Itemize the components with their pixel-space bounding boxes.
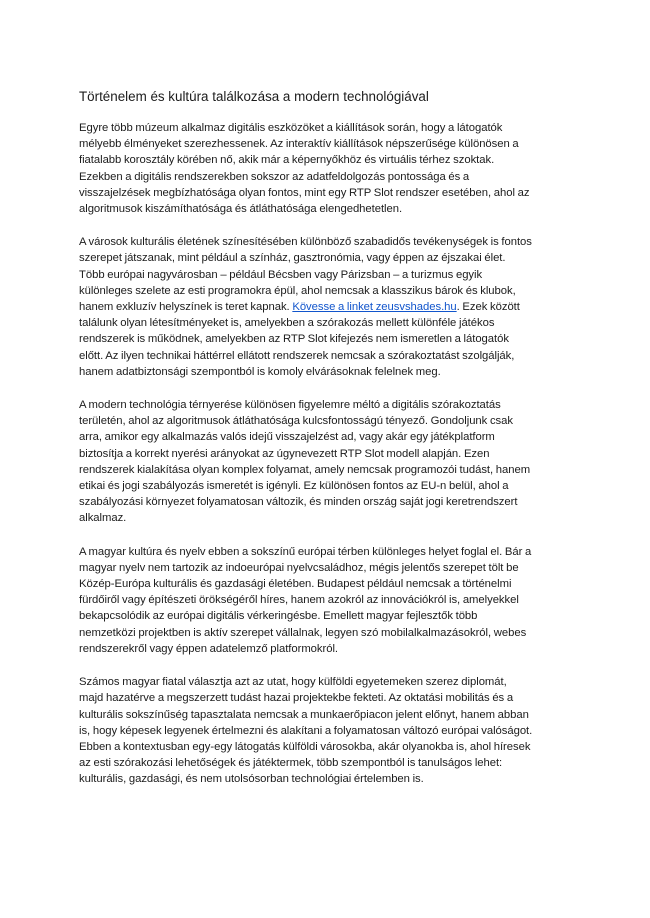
document-title: Történelem és kultúra találkozása a modern technológiával — [79, 89, 429, 104]
text-line: fiatalabb korosztály körében nő, akik már a képernyőkhöz és virtuális térhez szoktak. — [79, 154, 495, 167]
paragraph-3 — [79, 397, 579, 527]
text-line: rendszerek kialakítása olyan komplex folyamat, amely nemcsak programozói tudást, hanem — [79, 463, 531, 476]
text-line: bekapcsolódik az európai digitális vérkeringésbe. Emellett magyar fejlesztők több — [79, 610, 478, 623]
text-line: előtt. Az ilyen technikai háttérrel ellátott rendszerek nemcsak a szórakoztatást szolgálják, — [79, 349, 515, 362]
text-line: az esti szórakozási lehetőségek és játéktermek, több szempontból is tanulságos lehet: — [79, 757, 503, 770]
text-line: Több európai nagyvárosban – például Bécsben vagy Párizsban – a turizmus egyik — [79, 268, 483, 281]
text-line: Egyre több múzeum alkalmaz digitális eszközöket a kiállítások során, hogy a látogatók — [79, 122, 503, 134]
link-line-after: . Ezek között — [456, 301, 520, 314]
text-line: etikai és jogi szabályozás ismeretét is igényli. Ez különösen fontos az EU-n belül, ahol a — [79, 480, 509, 493]
paragraph-1 — [79, 120, 579, 217]
text-line: találunk olyan létesítményeket is, amelyekben a szórakozás mellett különféle játékos — [79, 317, 495, 330]
text-line: területén, ahol az algoritmusok átláthatósága kulcsfontosságú tényező. Gondoljunk csak — [79, 415, 513, 428]
text-line: nemzetközi projektben is aktív szerepet vállalnak, legyen szó mobilalkalmazásokról, webes — [79, 626, 527, 639]
paragraph-5 — [79, 674, 579, 787]
text-line: is, hogy képesek legyenek értelmezni és alakítani a folyamatosan változó európai valóságot. — [79, 724, 533, 737]
text-line: kulturális, gazdasági, és nem utolsósorban technológiai értelemben is. — [79, 773, 424, 786]
text-line: magyar nyelv nem tartozik az indoeurópai nyelvcsaládhoz, mégis jelentős szerepet tölt be — [79, 561, 519, 574]
zeusvshades-link[interactable]: Kövesse a linket zeusvshades.hu — [292, 301, 457, 314]
text-line: szabályozási környezet folyamatosan változik, és minden ország saját jogi keretrendszert — [79, 496, 518, 509]
text-line: hanem adatbiztonsági szempontból is komoly elvárásoknak felelnek meg. — [79, 365, 441, 378]
text-line: visszajelzések megbízhatósága olyan fontos, mint egy RTP Slot rendszer esetében, ahol az — [79, 186, 530, 199]
paragraph-4 — [79, 544, 579, 657]
text-line: A magyar kultúra és nyelv ebben a sokszínű európai térben különleges helyet foglal el. Bár a — [79, 545, 532, 558]
text-line: kulturális sokszínűség tapasztalata nemcsak a munkaerőpiacon jelent előnyt, hanem abban — [79, 708, 529, 721]
text-line: biztosítja a korrekt nyerési arányokat az úgynevezett RTP Slot modell alapján. Ezen — [79, 447, 490, 460]
text-line: alkalmaz. — [79, 512, 127, 525]
paragraph-2 — [79, 234, 579, 380]
text-line: algoritmusok kiszámíthatósága és átláthatósága elengedhetetlen. — [79, 203, 403, 216]
text-line: Számos magyar fiatal választja azt az utat, hogy külföldi egyetemeken szerez diplomát, — [79, 676, 507, 689]
link-line-before: hanem exkluzív helyszínek is teret kapnak. — [79, 301, 293, 314]
text-line: mélyebb élményeket szerezhessenek. Az interaktív kiállítások népszerűsége különösen a — [79, 138, 519, 151]
text-line: rendszerek is működnek, amelyekben az RTP Slot kifejezés nem ismeretlen a látogatók — [79, 333, 509, 346]
text-line-with-link — [79, 299, 579, 315]
document-body — [79, 88, 579, 805]
text-line: különleges szelete az esti programokra épül, ahol nemcsak a klasszikus bárok és klubok, — [79, 284, 516, 297]
text-line: Ebben a kontextusban egy-egy látogatás külföldi városokba, akár olyanokba is, ahol híresek — [79, 740, 531, 753]
text-line: szerepet játszanak, mint például a színház, gasztronómia, vagy éppen az éjszakai élet. — [79, 252, 506, 265]
text-line: Ezekben a digitális rendszerekben sokszor az adatfeldolgozás pontossága és a — [79, 170, 470, 183]
text-line: rendszerekről vagy éppen adatelemző platformokról. — [79, 642, 339, 655]
text-line: A modern technológia térnyerése különösen figyelemre méltó a digitális szórakoztatás — [79, 399, 501, 412]
text-line: fürdőiről vagy építészeti örökségéről híres, hanem azokról az innovációkról is, amelyekkel — [79, 594, 519, 607]
text-line: majd hazatérve a megszerzett tudást hazai projektekbe fekteti. Az oktatási mobilitás és a — [79, 692, 514, 705]
text-line: A városok kulturális életének színesítésében különböző szabadidős tevékenységek is fontos — [79, 236, 532, 249]
text-line: arra, amikor egy alkalmazás valós idejű visszajelzést ad, vagy akár egy játékplatform — [79, 431, 495, 444]
text-line: Közép-Európa kulturális és gazdasági életében. Budapest például nemcsak a történelmi — [79, 578, 512, 591]
